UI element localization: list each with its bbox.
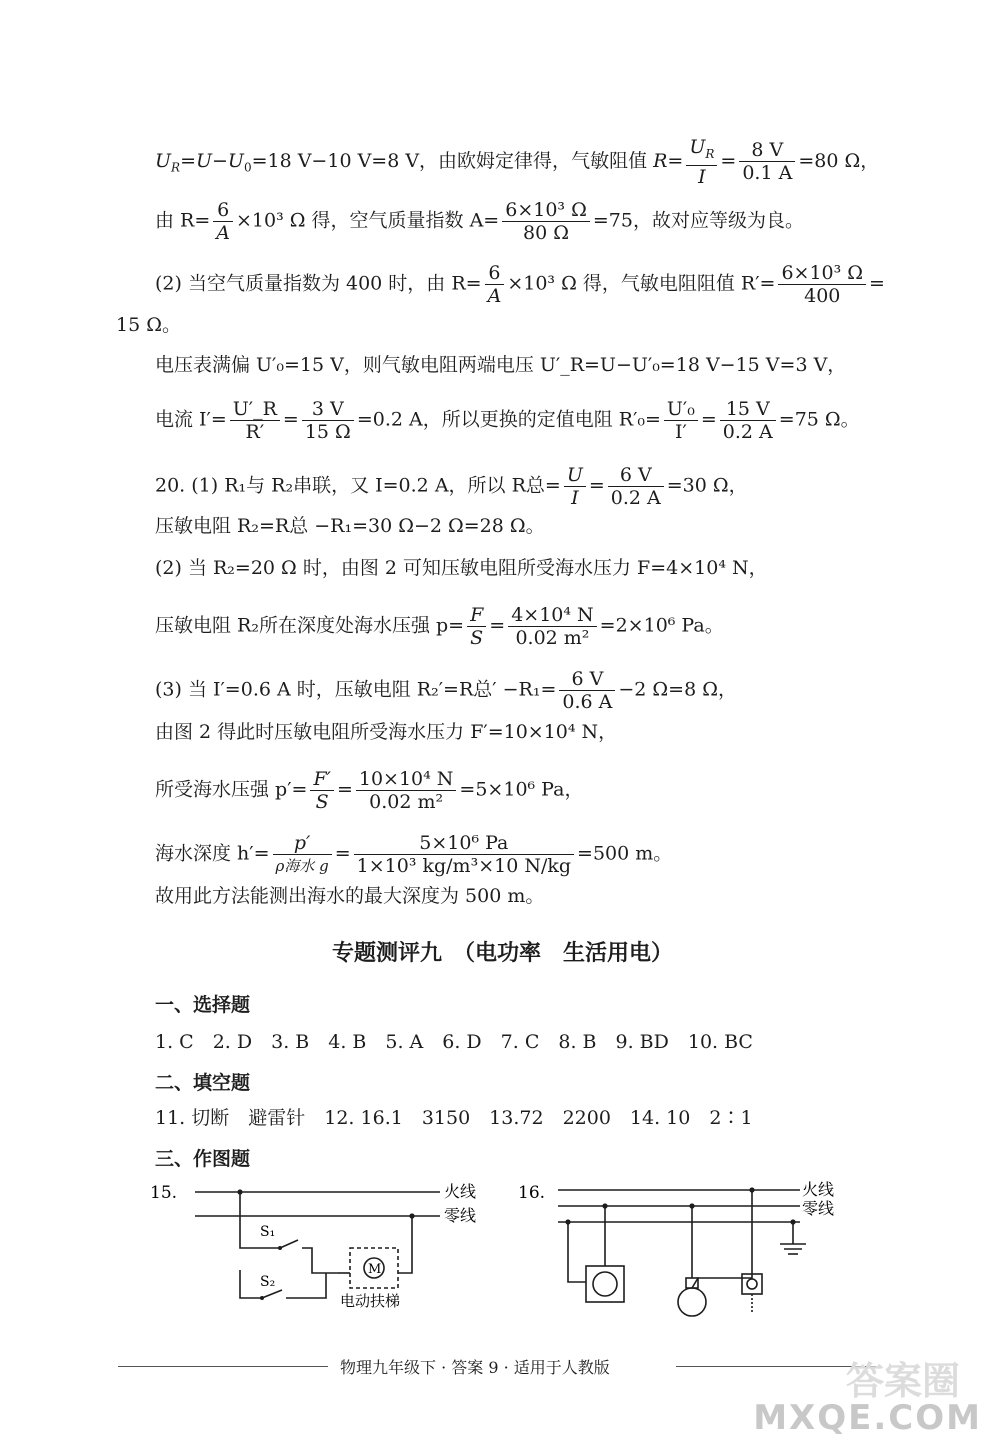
fraction: $\frac{3 V}{15 \Omega}$ [302,398,354,443]
fraction: $\frac{\text{U′₀}}{I'}$ [664,398,698,443]
fraction: $\frac{6 V}{0.6 A}$ [559,668,615,713]
choice-answers: 1. C 2. D 3. B 4. B 5. A 6. D 7. C 8. B 9. BD 10. BC [155,1031,753,1053]
fraction: $\frac{U}{I}$ [564,464,586,509]
fraction: $\frac{6}{A}$ [213,199,233,244]
diagram16-live-label: 火线 [802,1180,835,1199]
line-12: 由图 2 得此时压敏电阻所受海水压力 F′=10×10⁴ N， [155,721,618,743]
line-6: 电流 I′= $\frac{U'\_R}{R'}$ = $\frac{3 V}{15 \Omega}$ =0.2 A，所以更换的定值电阻 R′₀= $\frac{\text{U′₀}}{I'}$ = $\frac{15 V}{0.2 A}$ =75 Ω。 [155,398,860,443]
heading-choice: 一、选择题 [155,994,251,1016]
section-title: 专题测评九 （电功率 生活用电） [332,941,674,966]
fraction: $\frac{\text{4×10⁴ N}}{\text{0.02 m²}}$ [508,604,596,649]
line-7: 20. (1) R₁与 R₂串联，又 I=0.2 A，所以 R总= $\frac{U}{I}$ = $\frac{6 V}{0.2 A}$ =30 Ω， [155,464,748,509]
line-9: (2) 当 R₂=20 Ω 时，由图 2 可知压敏电阻所受海水压力 F=4×10⁴ N， [155,557,768,579]
footer-text: 物理九年级下 · 答案 9 · 适用于人教版 [340,1358,610,1377]
fraction: $\frac{U_R}{I}$ [686,136,717,188]
switch-s1-label: S₁ [260,1224,276,1240]
fraction: $\frac{\text{6×10³ Ω}}{80 \Omega}$ [502,199,590,244]
fraction: $\frac{6}{A}$ [485,262,505,307]
circuit-diagram-15 [150,1178,500,1318]
fraction: $\frac{U'\_R}{R'}$ [230,398,280,443]
line-13: 所受海水压强 p′= $\frac{F'}{S}$ = $\frac{\text{10×10⁴ N}}{\text{0.02 m²}}$ =5×10⁶ Pa， [155,768,584,813]
heading-fill: 二、填空题 [155,1072,251,1094]
line-10: 压敏电阻 R₂所在深度处海水压强 p= $\frac{F}{S}$ = $\frac{\text{4×10⁴ N}}{\text{0.02 m²}}$ =2×10⁶ Pa。 [155,604,724,649]
fraction: $\frac{8 V}{0.1 A}$ [739,139,795,184]
diagram15-number: 15. [150,1183,178,1203]
diagram16-neutral-label: 零线 [802,1199,835,1218]
fill-answers: 11. 切断 避雷针 12. 16.1 3150 13.72 2200 14. 10 2∶1 [155,1107,753,1129]
watermark-logo: 答案圈 [845,1359,960,1403]
line-5: 电压表满偏 U′₀=15 V，则气敏电阻两端电压 U′_R=U−U′₀=18 V−15 V=3 V， [155,354,847,376]
line-8: 压敏电阻 R₂=R总 −R₁=30 Ω−2 Ω=28 Ω。 [155,515,545,537]
line-4: 15 Ω。 [116,314,181,336]
fraction: $\frac{F}{S}$ [467,604,486,649]
diagram16-number: 16. [518,1183,546,1203]
line-2: 由 R= $\frac{6}{A}$ ×10³ Ω 得，空气质量指数 A= $\frac{\text{6×10³ Ω}}{80 \Omega}$ =75，故对应等级为良。 [155,199,804,244]
heading-draw: 三、作图题 [155,1148,251,1170]
switch-s2-label: S₂ [260,1274,276,1290]
line-14: 海水深度 h′= $\frac{p'}{\text{ρ海水 g}}$ = $\frac{\text{5×10⁶ Pa}}{\text{1×10³ kg/m³×10 N/kg}}$ =500 m。 [155,832,673,877]
fraction: $\frac{15 V}{0.2 A}$ [720,398,776,443]
fraction: $\frac{p'}{\text{ρ海水 g}}$ [273,832,332,877]
motor-label: M [368,1262,382,1277]
escalator-label: 电动扶梯 [340,1292,401,1310]
fraction: $\frac{\text{6×10³ Ω}}{400}$ [778,262,866,307]
line-15: 故用此方法能测出海水的最大深度为 500 m。 [155,885,545,907]
circuit-diagram-16 [518,1178,848,1338]
fraction: $\frac{6 V}{0.2 A}$ [608,464,664,509]
fraction: $\frac{\text{5×10⁶ Pa}}{\text{1×10³ kg/m³×10 N/kg}}$ [354,832,574,877]
diagram15-neutral-label: 零线 [444,1206,477,1225]
line-11: (3) 当 I′=0.6 A 时，压敏电阻 R₂′=R总′ −R₁= $\frac{6 V}{0.6 A}$ −2 Ω=8 Ω， [155,668,737,713]
line-3: (2) 当空气质量指数为 400 时，由 R= $\frac{6}{A}$ ×10³ Ω 得，气敏电阻阻值 R′= $\frac{\text{6×10³ Ω}}{400}$ = [155,262,885,307]
fraction: $\frac{\text{10×10⁴ N}}{\text{0.02 m²}}$ [356,768,457,813]
line-1: $U_R=U-U_0=18$ V−10 V=8 V，由欧姆定律得，气敏阻值 R= $\frac{U_R}{I}$ = $\frac{8 V}{0.1 A}$ =80 Ω， [155,136,880,188]
diagram15-live-label: 火线 [444,1182,477,1201]
footer-rule-left [118,1366,328,1367]
fraction: $\frac{F'}{S}$ [310,768,334,813]
watermark-url: MXQE.COM [753,1398,982,1438]
